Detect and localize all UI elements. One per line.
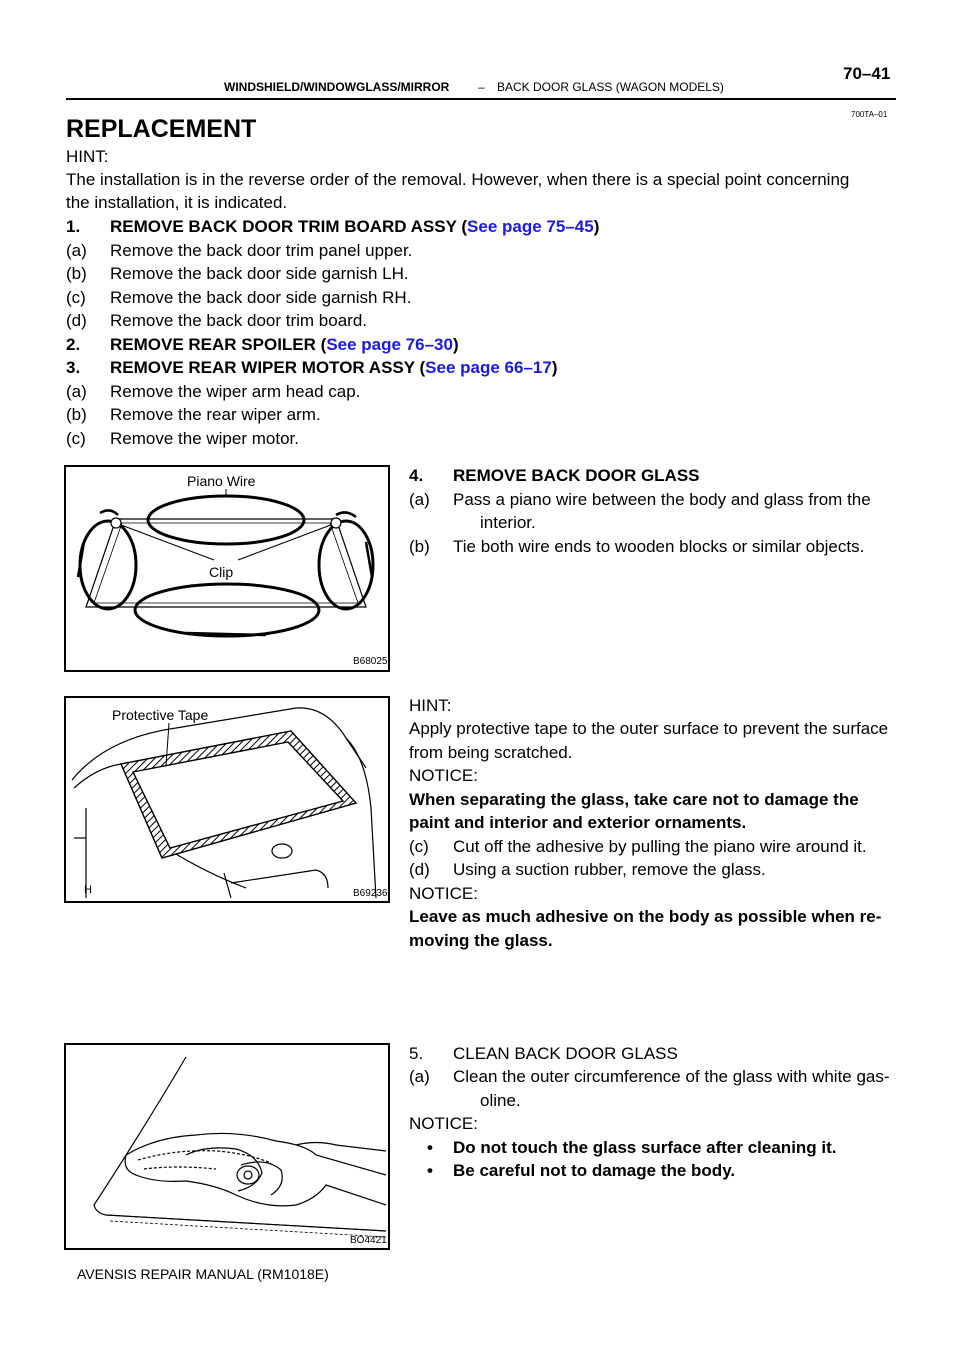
notice3-label: NOTICE: <box>409 1114 478 1133</box>
hint-text-line2: the installation, it is indicated. <box>66 193 288 212</box>
step1-link[interactable]: See page 75–45 <box>467 217 594 236</box>
figure-piano-wire <box>64 465 390 672</box>
step3-link[interactable]: See page 66–17 <box>425 358 552 377</box>
footer-manual: AVENSIS REPAIR MANUAL (RM1018E) <box>77 1266 329 1282</box>
step1-close: ) <box>593 217 600 236</box>
figure-protective-tape <box>64 696 390 903</box>
step4d-label: (d) <box>409 860 430 879</box>
hint-label: HINT: <box>66 147 109 166</box>
step1d-text: Remove the back door trim board. <box>110 311 368 330</box>
step5a-line2: oline. <box>480 1091 521 1110</box>
step5-number: 5. <box>409 1044 424 1063</box>
page-number: 70–41 <box>843 64 891 83</box>
step2-heading <box>110 334 459 356</box>
step3b-label: (b) <box>66 405 87 424</box>
notice2-label: NOTICE: <box>409 884 478 903</box>
notice3-bullet1: Do not touch the glass surface after cleaning it. <box>453 1138 837 1157</box>
step4c-text: Cut off the adhesive by pulling the piano wire around it. <box>453 837 867 856</box>
step1b-text: Remove the back door side garnish LH. <box>110 264 409 283</box>
step5a-line1: Clean the outer circumference of the glass with white gas- <box>453 1067 890 1086</box>
step4a-line2: interior. <box>480 513 536 532</box>
step1a-label: (a) <box>66 241 87 260</box>
step1d-label: (d) <box>66 311 87 330</box>
step2-close: ) <box>452 335 459 354</box>
step3-text: REMOVE REAR WIPER MOTOR ASSY ( <box>110 358 426 377</box>
step4-number: 4. <box>409 466 424 485</box>
step2-number: 2. <box>66 335 81 354</box>
header-subsection: BACK DOOR GLASS (WAGON MODELS) <box>497 80 724 94</box>
step2-link[interactable]: See page 76–30 <box>326 335 453 354</box>
step3c-text: Remove the wiper motor. <box>110 429 299 448</box>
page-title: REPLACEMENT <box>66 115 257 143</box>
notice2-line1: Leave as much adhesive on the body as possible when re- <box>409 907 882 926</box>
figure-code: B68025 <box>353 656 388 667</box>
hint2-line2: from being scratched. <box>409 743 573 762</box>
step1c-label: (c) <box>66 288 86 307</box>
step4c-label: (c) <box>409 837 429 856</box>
figure-code: BO4421 <box>350 1235 387 1246</box>
step3a-text: Remove the wiper arm head cap. <box>110 382 361 401</box>
step2-text: REMOVE REAR SPOILER ( <box>110 335 327 354</box>
protective-tape-illustration <box>66 698 388 901</box>
notice1-line2: paint and interior and exterior ornaments. <box>409 813 747 832</box>
hint-text-line1: The installation is in the reverse order of the removal. However, when there is a special point concerning <box>66 170 850 189</box>
label-protective-tape: Protective Tape <box>112 707 209 723</box>
step4a-label: (a) <box>409 490 430 509</box>
step3-close: ) <box>551 358 558 377</box>
hint2-line1: Apply protective tape to the outer surface to prevent the surface <box>409 719 889 738</box>
step3c-label: (c) <box>66 429 86 448</box>
notice3-bullet2: Be careful not to damage the body. <box>453 1161 736 1180</box>
step3-heading <box>110 357 558 379</box>
notice2-line2: moving the glass. <box>409 931 553 950</box>
label-piano-wire: Piano Wire <box>187 473 256 489</box>
step5-heading: CLEAN BACK DOOR GLASS <box>453 1044 678 1063</box>
hint2-label: HINT: <box>409 696 452 715</box>
step1b-label: (b) <box>66 264 87 283</box>
label-clip: Clip <box>209 564 234 580</box>
step3-number: 3. <box>66 358 81 377</box>
step1-text: REMOVE BACK DOOR TRIM BOARD ASSY ( <box>110 217 468 236</box>
step4b-text: Tie both wire ends to wooden blocks or similar objects. <box>453 537 865 556</box>
bullet-icon: • <box>427 1161 433 1180</box>
header-separator: – <box>478 80 485 94</box>
step1c-text: Remove the back door side garnish RH. <box>110 288 412 307</box>
figure-clean-glass <box>64 1043 390 1250</box>
notice1-label: NOTICE: <box>409 766 478 785</box>
step4b-label: (b) <box>409 537 430 556</box>
figure-corner-mark: H <box>84 884 92 896</box>
clean-glass-illustration <box>66 1045 388 1248</box>
figure-code: B69236 <box>353 888 388 899</box>
header-section: WINDSHIELD/WINDOWGLASS/MIRROR <box>224 80 450 94</box>
notice1-line1: When separating the glass, take care not to damage the <box>409 790 859 809</box>
step1-heading <box>110 216 599 238</box>
step1a-text: Remove the back door trim panel upper. <box>110 241 413 260</box>
step3a-label: (a) <box>66 382 87 401</box>
step5a-label: (a) <box>409 1067 430 1086</box>
step4a-line1: Pass a piano wire between the body and glass from the <box>453 490 871 509</box>
step4d-text: Using a suction rubber, remove the glass. <box>453 860 766 879</box>
step3b-text: Remove the rear wiper arm. <box>110 405 321 424</box>
doc-code: 700TA–01 <box>851 110 888 119</box>
header-rule <box>66 98 896 100</box>
bullet-icon: • <box>427 1138 433 1157</box>
step4-heading: REMOVE BACK DOOR GLASS <box>453 466 700 485</box>
step1-number: 1. <box>66 217 81 236</box>
